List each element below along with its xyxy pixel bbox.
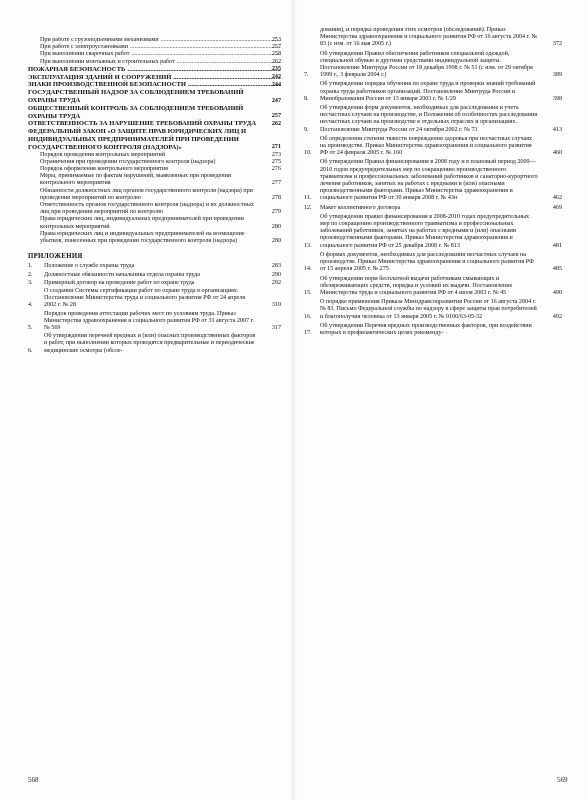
appendix-entry: 1. Положение о службе охраны труда 283	[28, 263, 281, 270]
page-number-left: 568	[28, 776, 39, 784]
appendix-entry: 8. Об утверждении порядка обучения по охране труда и проверки знаний требований охраны труда работников организаций. Постановление Минтруда России и Минобразования России от 13 января 2003 г. № 1/29 398	[304, 81, 562, 102]
toc-entry: При выполнении сварочных работ ..... 258	[28, 51, 281, 58]
right-page-contents	[304, 27, 562, 339]
appendix-entry: 13. Об утверждении правил финансирования в 2008-2010 годах предупредительных мер по сокращению производственного травматизма и профессиональных заболеваний работников, занятых на работах с вредными и (или) опасными производственными факторами. Приказ Министерства здравоохранения и социального развития РФ от 25 декабря 2008 г. № 813 481	[304, 213, 562, 249]
appendix-entry: 5. Порядок проведения аттестации рабочих мест по условиям труда. Приказ Министерства здравоохранения и социального развития РФ от 31 августа 2007 г. № 569 317	[28, 310, 281, 332]
toc-entry: При работе с грузоподъемными механизмами ..... 253	[28, 37, 281, 44]
appendix-heading: ПРИЛОЖЕНИЯ	[28, 253, 83, 261]
appendix-entry: 11. Об утверждении Правил финансирования в 2008 году и в плановый период 2009—2010 годов предупредительных мер по сокращению производственного травматизма и профессиональных заболеваний работников и санаторно-курортного лечения работников, занятых на работах с вредными и (или) опасными производственными факторами. Приказ Министерства здравоохранения и социального развития РФ от 30 января 2008 г. № 43н 462	[304, 159, 562, 202]
toc-entry: Обязанности должностных лиц органов государственного контроля (надзора) при проведении мероприятий по контролю 278	[40, 187, 281, 201]
toc-entry: Права юридических лиц и индивидуальных предпринимателей на возмещение убытков, понесенных при проведении государственного контроля (надзора) 280	[40, 230, 281, 245]
appendix-entry: 10. Об определении степени тяжести повреждения здоровья при несчастных случаях на производстве. Приказ Министерства здравоохранения и социального развития РФ от 24 февраля 2005 г. № 160 460	[304, 135, 562, 157]
appendix-entry: 17. Об утверждении Перечня вредных производственных факторов, при воздействии которых в профилактических целях рекоменду-	[304, 322, 532, 336]
appendix-entry: 14. О формах документов, необходимых для расследования несчастных случаев на производстве. Приказ Министерства здравоохранения и социального развития РФ от 15 апреля 2005 г. № 275 485	[304, 251, 562, 273]
appendix-entry: 2. Должностные обязанности начальника отдела охраны труда 290	[28, 271, 281, 278]
toc-section: ГОСУДАРСТВЕННЫЙ НАДЗОР ЗА СОБЛЮДЕНИЕМ ТРЕБОВАНИЙ ОХРАНЫ ТРУДА 247	[28, 89, 281, 104]
toc-section: ЭКСПЛУАТАЦИЯ ЗДАНИЙ И СООРУЖЕНИЙ ..... 242	[28, 74, 281, 82]
toc-section: ОБЩЕСТВЕННЫЙ КОНТРОЛЬ ЗА СОБЛЮДЕНИЕМ ТРЕБОВАНИЙ ОХРАНЫ ТРУДА 257	[28, 104, 281, 120]
toc-entry: Порядок оформления контрольного мероприятия 276	[40, 165, 281, 172]
toc-section: ПОЖАРНАЯ БЕЗОПАСНОСТЬ ..... 235	[28, 66, 281, 74]
toc-section: ОТВЕТСТВЕННОСТЬ ЗА НАРУШЕНИЕ ТРЕБОВАНИЙ ОХРАНЫ ТРУДА 262	[28, 120, 281, 128]
toc-entry: При выполнении монтажных и строительных работ ..... 262	[28, 59, 281, 66]
toc-entry: Права юридических лиц, индивидуальных предпринимателей при проведении контрольных мероприятий 280	[40, 216, 281, 230]
toc-entry: Ограничения при проведении государственного контроля (надзора) 275	[40, 158, 281, 165]
appendix-entry: 6. Об утверждении перечней вредных и (или) опасных производственных факторов и работ, при выполнении которых проводятся предварительные и периодические медицинские осмотры (обсле-	[28, 333, 256, 354]
toc-entry: Порядок проведения контрольных мероприятий 273	[40, 151, 281, 158]
appendix-entry: 7. Об утверждении Правил обеспечения работников специальной одеждой, специальной обувью и другими средствами индивидуальной защиты. Постановление Минтруда России от 18 декабря 1998 г. № 51 (с изм. от 29 октября 1999 г., 3 февраля 2004 г.) 389	[304, 50, 562, 79]
appendix-entry: 3. Примерный договор на проведение работ по охране труда 292	[28, 279, 281, 286]
toc-entry: Ответственность органов государственного контроля (надзора) и их должностных лиц при проведении мероприятий по контролю 279	[40, 202, 281, 216]
book-gutter	[289, 0, 297, 800]
appendix-entry: 12. Макет коллективного договора 469	[304, 204, 562, 211]
toc-section: ФЕДЕРАЛЬНЫЙ ЗАКОН «О ЗАЩИТЕ ПРАВ ЮРИДИЧЕСКИХ ЛИЦ И ИНДИВИДУАЛЬНЫХ ПРЕДПРИНИМАТЕЛЕЙ ПРИ ПРОВЕДЕНИИ ГОСУДАРСТВЕННОГО КОНТРОЛЯ (НАДЗОРА)» 271	[28, 128, 281, 151]
left-page-contents	[28, 37, 281, 356]
appendix-entry: дования), и порядка проведения этих осмотров (обследований). Приказ Министерства здравоохранения и социального развития РФ от 16 августа 2004 г. № 83 (с изм. от 16 мая 2005 г.) 372	[320, 27, 562, 48]
toc-entry: При работе с электроустановками ..... 257	[28, 44, 281, 51]
toc-section: ЗНАКИ ПРОИЗВОДСТВЕННОЙ БЕЗОПАСНОСТИ ..... 244	[28, 81, 281, 89]
appendix-entry: 4. О создании Системы сертификации работ по охране труда в организациях. Постановление Министерства труда и социального развития РФ от 24 апреля 2002 г. № 28 310	[28, 288, 281, 309]
appendix-entry: 15. Об утверждении норм бесплатной выдачи работникам смывающих и обезвреживающих средств, порядка и условий их выдачи. Постановление Министерства труда и социального развития РФ от 4 июля 2003 г. № 45 490	[304, 275, 562, 296]
appendix-entry: 9. Об утверждении форм документов, необходимых для расследования и учета несчастных случаев на производстве, и Положения об особенностях расследования несчастных случаев на производстве в отдельных отраслях и организациях. Постановление Минтруда России от 24 октября 2002 г. № 73 413	[304, 105, 562, 133]
appendix-entry: 16. О порядке применения Приказа Минздравсоцразвития России от 16 августа 2004 г. № 83. Письмо Федеральной службы по надзору в сфере защиты прав потребителей и благополучия человека от 13 января 2005 г. № 0100/63-05-32 492	[304, 299, 562, 320]
toc-entry: Меры, принимаемые по фактам нарушений, выявленных при проведении контрольного мероприятия 277	[40, 173, 281, 187]
page-number-right: 569	[557, 776, 568, 784]
